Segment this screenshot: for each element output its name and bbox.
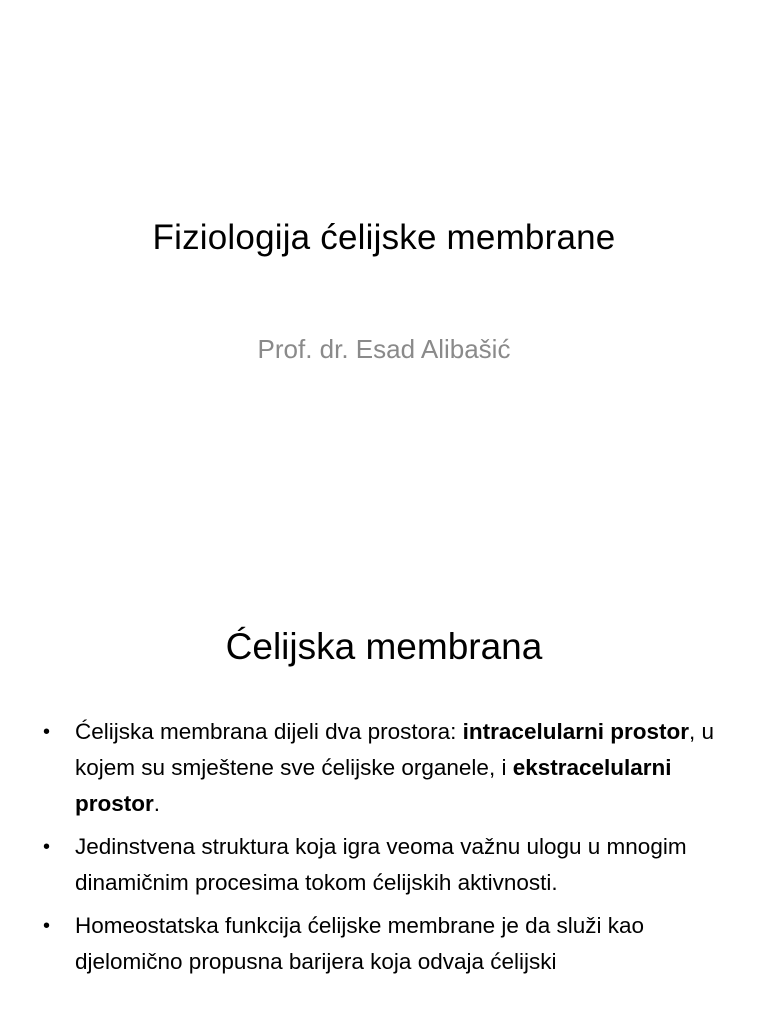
bullet-dot-icon: • bbox=[43, 836, 51, 858]
bullet-item bbox=[40, 714, 730, 822]
bullet-text: , u kojem su smještene sve ćelijske organele, i bbox=[75, 719, 714, 780]
bullet-text: Jedinstvena struktura koja igra veoma važnu ulogu u mnogim dinamičnim procesima tokom ćelijskih aktivnosti. bbox=[75, 834, 687, 895]
bullet-dot-icon: • bbox=[43, 915, 51, 937]
bullet-text-bold: ekstracelularni prostor bbox=[75, 755, 672, 816]
bullet-text: Homeostatska funkcija ćelijske membrane je da služi kao djelomično propusna barijera koja odvaja ćelijski bbox=[75, 913, 645, 974]
bullet-item bbox=[40, 829, 730, 901]
presentation-title: Fiziologija ćelijske membrane bbox=[152, 218, 616, 257]
bullet-item bbox=[40, 908, 730, 980]
slide-title: Ćelijska membrana bbox=[225, 626, 543, 667]
bullet-text-bold: intracelularni prostor bbox=[462, 719, 689, 744]
content-slide bbox=[0, 576, 768, 1024]
bullet-text: . bbox=[153, 791, 161, 816]
bullet-dot-icon: • bbox=[43, 721, 51, 743]
presentation-author: Prof. dr. Esad Alibašić bbox=[257, 334, 511, 364]
bullet-text: Ćelijska membrana dijeli dva prostora: bbox=[75, 719, 463, 744]
bullet-list bbox=[40, 714, 730, 987]
